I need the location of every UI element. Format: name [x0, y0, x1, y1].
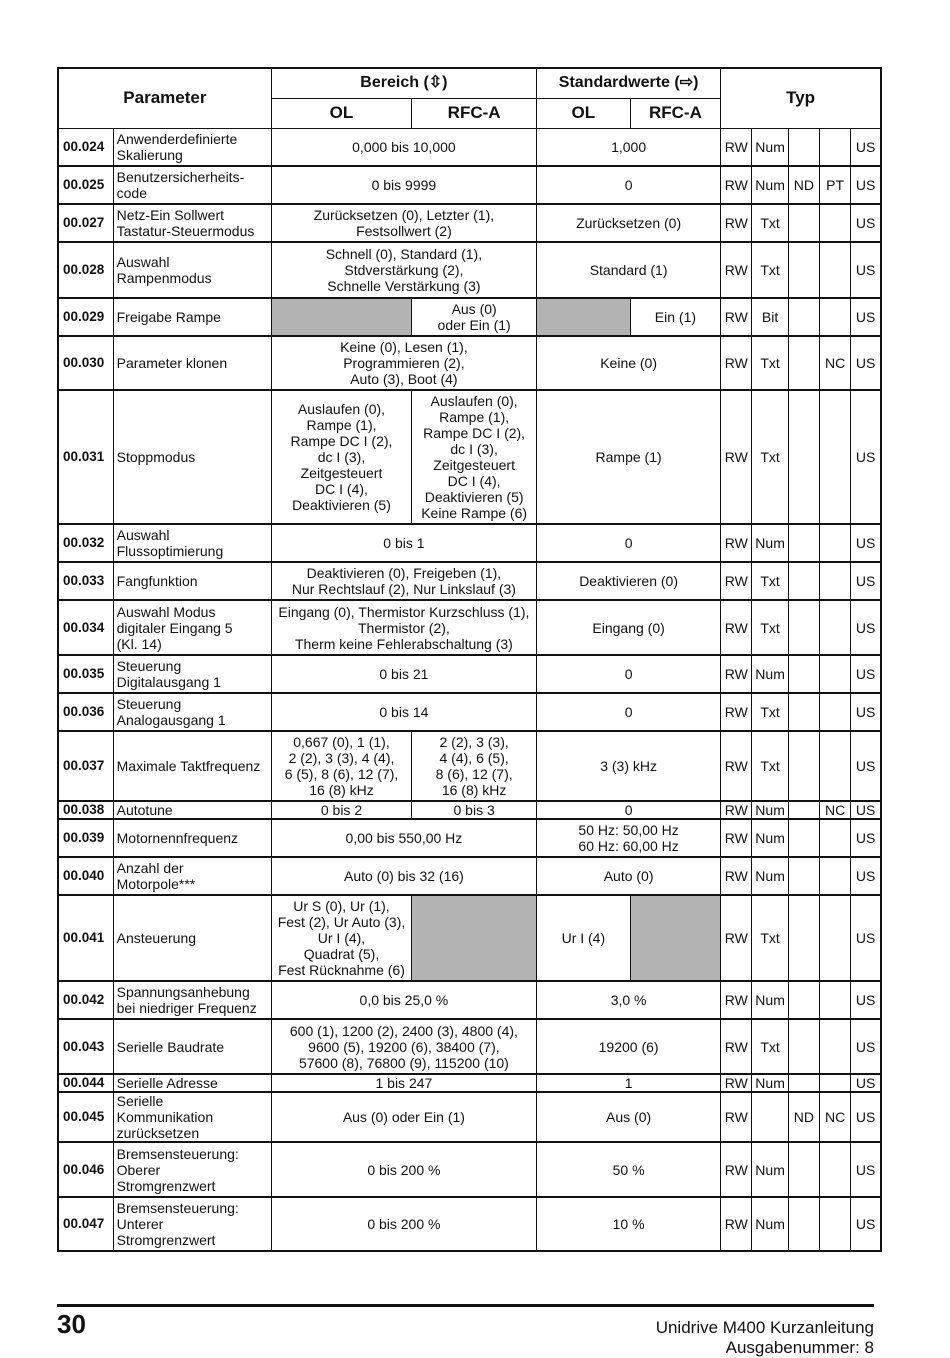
default-value: 3,0 %	[537, 981, 721, 1019]
type-flag	[819, 390, 850, 524]
table-row	[58, 298, 881, 336]
type-flag	[788, 801, 819, 819]
type-flag: Txt	[752, 204, 788, 242]
type-flag	[788, 128, 819, 166]
header-bereich: Bereich (⇳)	[271, 68, 536, 98]
type-flag	[819, 562, 850, 600]
type-flag: RW	[721, 1142, 752, 1197]
type-flag: US	[851, 166, 881, 204]
type-flag: Txt	[752, 562, 788, 600]
parameter-name: Serielle Baudrate	[113, 1019, 271, 1074]
range-ol-value: 0,667 (0), 1 (1), 2 (2), 3 (3), 4 (4), 6 (5), 8 (6), 12 (7), 16 (8) kHz	[271, 731, 411, 801]
type-flag: RW	[721, 298, 752, 336]
range-ol-value: Ur S (0), Ur (1), Fest (2), Ur Auto (3), Ur I (4), Quadrat (5), Fest Rücknahme (6)	[271, 895, 411, 981]
type-flag: RW	[721, 204, 752, 242]
type-flag	[788, 693, 819, 731]
default-value: 0	[537, 693, 721, 731]
type-flag	[819, 1142, 850, 1197]
type-flag: US	[851, 242, 881, 298]
parameter-name: Anwenderdefinierte Skalierung	[113, 128, 271, 166]
parameter-name: Maximale Taktfrequenz	[113, 731, 271, 801]
range-value: 1 bis 247	[271, 1074, 536, 1092]
type-flag: US	[851, 819, 881, 857]
range-rfca-value: Auslaufen (0), Rampe (1), Rampe DC I (2), dc I (3), Zeitgesteuert DC I (4), Deaktivieren (5) Keine Rampe (6)	[412, 390, 537, 524]
type-flag: Num	[752, 857, 788, 895]
type-flag: Txt	[752, 895, 788, 981]
type-flag: Num	[752, 655, 788, 693]
table-row	[58, 1092, 881, 1142]
table-row	[58, 1197, 881, 1251]
type-flag	[788, 1074, 819, 1092]
parameter-number: 00.033	[58, 562, 113, 600]
default-value: 1	[537, 1074, 721, 1092]
document-title: Unidrive M400 Kurzanleitung	[655, 1318, 874, 1337]
range-value: Zurücksetzen (0), Letzter (1), Festsollwert (2)	[271, 204, 536, 242]
range-value: Aus (0) oder Ein (1)	[271, 1092, 536, 1142]
parameter-number: 00.046	[58, 1142, 113, 1197]
parameter-number: 00.025	[58, 166, 113, 204]
header-default-rfca: RFC-A	[630, 98, 721, 128]
type-flag	[819, 857, 850, 895]
parameter-number: 00.035	[58, 655, 113, 693]
parameter-number: 00.036	[58, 693, 113, 731]
table-row	[58, 1074, 881, 1092]
type-flag: US	[851, 336, 881, 390]
type-flag	[788, 600, 819, 655]
type-flag	[819, 242, 850, 298]
parameter-number: 00.045	[58, 1092, 113, 1142]
range-ol-value: 0 bis 2	[271, 801, 411, 819]
range-value: Keine (0), Lesen (1), Programmieren (2), Auto (3), Boot (4)	[271, 336, 536, 390]
type-flag	[819, 693, 850, 731]
range-value: 600 (1), 1200 (2), 2400 (3), 4800 (4), 9600 (5), 19200 (6), 38400 (7), 57600 (8), 76800 (9), 115200 (10)	[271, 1019, 536, 1074]
default-value: Aus (0)	[537, 1092, 721, 1142]
default-value: 1,000	[537, 128, 721, 166]
footer-rule	[57, 1304, 874, 1307]
parameter-number: 00.034	[58, 600, 113, 655]
type-flag	[788, 524, 819, 562]
parameter-name: Anzahl der Motorpole***	[113, 857, 271, 895]
type-flag: NC	[819, 801, 850, 819]
table-row	[58, 1019, 881, 1074]
range-value: 0 bis 200 %	[271, 1142, 536, 1197]
parameter-number: 00.041	[58, 895, 113, 981]
table-row	[58, 857, 881, 895]
type-flag: US	[851, 801, 881, 819]
default-value: 19200 (6)	[537, 1019, 721, 1074]
type-flag: RW	[721, 801, 752, 819]
type-flag	[819, 128, 850, 166]
type-flag: US	[851, 1019, 881, 1074]
type-flag: Num	[752, 1197, 788, 1251]
type-flag: US	[851, 1142, 881, 1197]
type-flag	[819, 731, 850, 801]
parameter-name: Auswahl Rampenmodus	[113, 242, 271, 298]
type-flag	[819, 981, 850, 1019]
table-row	[58, 166, 881, 204]
type-flag: Num	[752, 128, 788, 166]
range-rfca-empty	[412, 895, 537, 981]
parameter-name: Bremsensteuerung: Unterer Stromgrenzwert	[113, 1197, 271, 1251]
range-value: 0,00 bis 550,00 Hz	[271, 819, 536, 857]
type-flag: US	[851, 562, 881, 600]
type-flag: US	[851, 1197, 881, 1251]
type-flag	[788, 895, 819, 981]
type-flag: RW	[721, 1074, 752, 1092]
parameter-table	[57, 67, 882, 1252]
table-row	[58, 204, 881, 242]
type-flag	[788, 731, 819, 801]
type-flag: NC	[819, 336, 850, 390]
type-flag: RW	[721, 166, 752, 204]
table-row	[58, 801, 881, 819]
range-value: 0,000 bis 10,000	[271, 128, 536, 166]
type-flag	[819, 524, 850, 562]
type-flag	[819, 1019, 850, 1074]
parameter-number: 00.038	[58, 801, 113, 819]
parameter-name: Autotune	[113, 801, 271, 819]
type-flag: US	[851, 1074, 881, 1092]
range-value: 0 bis 200 %	[271, 1197, 536, 1251]
parameter-number: 00.024	[58, 128, 113, 166]
type-flag: Num	[752, 819, 788, 857]
default-value: 0	[537, 801, 721, 819]
parameter-name: Freigabe Rampe	[113, 298, 271, 336]
type-flag: RW	[721, 1092, 752, 1142]
type-flag	[819, 298, 850, 336]
table-row	[58, 655, 881, 693]
parameter-name: Stoppmodus	[113, 390, 271, 524]
type-flag: RW	[721, 693, 752, 731]
type-flag	[819, 1197, 850, 1251]
range-value: 0,0 bis 25,0 %	[271, 981, 536, 1019]
range-rfca-value: 0 bis 3	[412, 801, 537, 819]
range-rfca-value: Aus (0) oder Ein (1)	[412, 298, 537, 336]
parameter-name: Steuerung Analogausgang 1	[113, 693, 271, 731]
parameter-name: Ansteuerung	[113, 895, 271, 981]
type-flag: Num	[752, 1074, 788, 1092]
default-value: 50 %	[537, 1142, 721, 1197]
parameter-number: 00.029	[58, 298, 113, 336]
type-flag: ND	[788, 1092, 819, 1142]
parameter-number: 00.031	[58, 390, 113, 524]
type-flag: Txt	[752, 1019, 788, 1074]
default-ol-value: Ur I (4)	[537, 895, 631, 981]
parameter-name: Auswahl Modus digitaler Eingang 5 (Kl. 14)	[113, 600, 271, 655]
table-row	[58, 895, 881, 981]
type-flag: RW	[721, 600, 752, 655]
type-flag: Txt	[752, 693, 788, 731]
type-flag: Num	[752, 1142, 788, 1197]
parameter-rows	[58, 128, 881, 1251]
type-flag: US	[851, 981, 881, 1019]
type-flag: RW	[721, 857, 752, 895]
parameter-number: 00.037	[58, 731, 113, 801]
type-flag: RW	[721, 1019, 752, 1074]
parameter-name: Steuerung Digitalausgang 1	[113, 655, 271, 693]
type-flag	[788, 242, 819, 298]
type-flag: US	[851, 204, 881, 242]
type-flag	[788, 1197, 819, 1251]
type-flag	[788, 819, 819, 857]
type-flag: Txt	[752, 390, 788, 524]
type-flag: RW	[721, 128, 752, 166]
default-value: Rampe (1)	[537, 390, 721, 524]
type-flag: RW	[721, 655, 752, 693]
parameter-name: Parameter klonen	[113, 336, 271, 390]
type-flag	[819, 1074, 850, 1092]
parameter-number: 00.032	[58, 524, 113, 562]
parameter-name: Serielle Adresse	[113, 1074, 271, 1092]
type-flag: US	[851, 895, 881, 981]
default-value: 10 %	[537, 1197, 721, 1251]
type-flag	[752, 1092, 788, 1142]
type-flag	[788, 981, 819, 1019]
type-flag: RW	[721, 895, 752, 981]
table-row	[58, 600, 881, 655]
type-flag	[819, 204, 850, 242]
default-rfca-value: Ein (1)	[630, 298, 721, 336]
type-flag: Txt	[752, 600, 788, 655]
parameter-number: 00.040	[58, 857, 113, 895]
type-flag	[819, 819, 850, 857]
table-row	[58, 128, 881, 166]
type-flag: RW	[721, 336, 752, 390]
type-flag: US	[851, 655, 881, 693]
header-standardwerte: Standardwerte (⇨)	[537, 68, 721, 98]
range-value: 0 bis 14	[271, 693, 536, 731]
parameter-number: 00.047	[58, 1197, 113, 1251]
type-flag: Num	[752, 524, 788, 562]
parameter-name: Spannungsanhebung bei niedriger Frequenz	[113, 981, 271, 1019]
default-ol-empty	[537, 298, 631, 336]
type-flag: ND	[788, 166, 819, 204]
type-flag: RW	[721, 524, 752, 562]
table-row	[58, 731, 881, 801]
parameter-name: Benutzersicherheits- code	[113, 166, 271, 204]
type-flag	[788, 298, 819, 336]
parameter-name: Netz-Ein Sollwert Tastatur-Steuermodus	[113, 204, 271, 242]
parameter-name: Auswahl Flussoptimierung	[113, 524, 271, 562]
type-flag: Txt	[752, 336, 788, 390]
range-value: Schnell (0), Standard (1), Stdverstärkung (2), Schnelle Verstärkung (3)	[271, 242, 536, 298]
range-value: 0 bis 21	[271, 655, 536, 693]
type-flag	[819, 655, 850, 693]
table-row	[58, 1142, 881, 1197]
table-row	[58, 524, 881, 562]
header-default-ol: OL	[537, 98, 631, 128]
header-range-rfca: RFC-A	[412, 98, 537, 128]
parameter-number: 00.039	[58, 819, 113, 857]
type-flag: RW	[721, 731, 752, 801]
type-flag: Txt	[752, 242, 788, 298]
type-flag: US	[851, 693, 881, 731]
type-flag	[788, 336, 819, 390]
type-flag: Bit	[752, 298, 788, 336]
type-flag: US	[851, 390, 881, 524]
parameter-name: Motornennfrequenz	[113, 819, 271, 857]
type-flag: Num	[752, 801, 788, 819]
type-flag	[788, 1142, 819, 1197]
type-flag: RW	[721, 390, 752, 524]
parameter-number: 00.043	[58, 1019, 113, 1074]
default-rfca-empty	[630, 895, 721, 981]
type-flag: US	[851, 298, 881, 336]
table-row	[58, 819, 881, 857]
type-flag: RW	[721, 562, 752, 600]
type-flag: US	[851, 128, 881, 166]
type-flag: RW	[721, 1197, 752, 1251]
table-row	[58, 981, 881, 1019]
type-flag: Num	[752, 166, 788, 204]
type-flag: NC	[819, 1092, 850, 1142]
range-rfca-value: 2 (2), 3 (3), 4 (4), 6 (5), 8 (6), 12 (7), 16 (8) kHz	[412, 731, 537, 801]
range-value: Auto (0) bis 32 (16)	[271, 857, 536, 895]
parameter-name: Bremsensteuerung: Oberer Stromgrenzwert	[113, 1142, 271, 1197]
header-parameter: Parameter	[58, 68, 271, 128]
type-flag: US	[851, 600, 881, 655]
type-flag	[819, 600, 850, 655]
parameter-name: Serielle Kommunikation zurücksetzen	[113, 1092, 271, 1142]
type-flag	[788, 857, 819, 895]
type-flag	[819, 895, 850, 981]
page-number: 30	[57, 1309, 86, 1339]
default-value: 0	[537, 166, 721, 204]
range-value: 0 bis 9999	[271, 166, 536, 204]
table-row	[58, 242, 881, 298]
type-flag	[788, 390, 819, 524]
default-value: 3 (3) kHz	[537, 731, 721, 801]
default-value: Zurücksetzen (0)	[537, 204, 721, 242]
type-flag: RW	[721, 819, 752, 857]
default-value: 50 Hz: 50,00 Hz 60 Hz: 60,00 Hz	[537, 819, 721, 857]
type-flag: Txt	[752, 731, 788, 801]
type-flag	[788, 655, 819, 693]
header-range-ol: OL	[271, 98, 411, 128]
header-typ: Typ	[721, 68, 881, 128]
type-flag: Num	[752, 981, 788, 1019]
type-flag: RW	[721, 242, 752, 298]
type-flag: US	[851, 857, 881, 895]
range-value: Eingang (0), Thermistor Kurzschluss (1), Thermistor (2), Therm keine Fehlerabschaltung (3)	[271, 600, 536, 655]
table-row	[58, 562, 881, 600]
table-row	[58, 336, 881, 390]
type-flag	[788, 562, 819, 600]
default-value: Auto (0)	[537, 857, 721, 895]
type-flag: PT	[819, 166, 850, 204]
default-value: Deaktivieren (0)	[537, 562, 721, 600]
type-flag	[788, 1019, 819, 1074]
parameter-number: 00.044	[58, 1074, 113, 1092]
range-ol-empty	[271, 298, 411, 336]
type-flag: US	[851, 731, 881, 801]
parameter-number: 00.028	[58, 242, 113, 298]
type-flag	[788, 204, 819, 242]
default-value: Keine (0)	[537, 336, 721, 390]
range-value: 0 bis 1	[271, 524, 536, 562]
parameter-number: 00.030	[58, 336, 113, 390]
range-value: Deaktivieren (0), Freigeben (1), Nur Rechtslauf (2), Nur Linkslauf (3)	[271, 562, 536, 600]
table-row	[58, 693, 881, 731]
type-flag: US	[851, 1092, 881, 1142]
table-row	[58, 390, 881, 524]
document-issue: Ausgabenummer: 8	[725, 1338, 874, 1357]
range-ol-value: Auslaufen (0), Rampe (1), Rampe DC I (2), dc I (3), Zeitgesteuert DC I (4), Deaktivieren (5)	[271, 390, 411, 524]
type-flag: RW	[721, 981, 752, 1019]
type-flag: US	[851, 524, 881, 562]
default-value: 0	[537, 524, 721, 562]
parameter-name: Fangfunktion	[113, 562, 271, 600]
default-value: Eingang (0)	[537, 600, 721, 655]
default-value: 0	[537, 655, 721, 693]
parameter-number: 00.027	[58, 204, 113, 242]
parameter-number: 00.042	[58, 981, 113, 1019]
default-value: Standard (1)	[537, 242, 721, 298]
